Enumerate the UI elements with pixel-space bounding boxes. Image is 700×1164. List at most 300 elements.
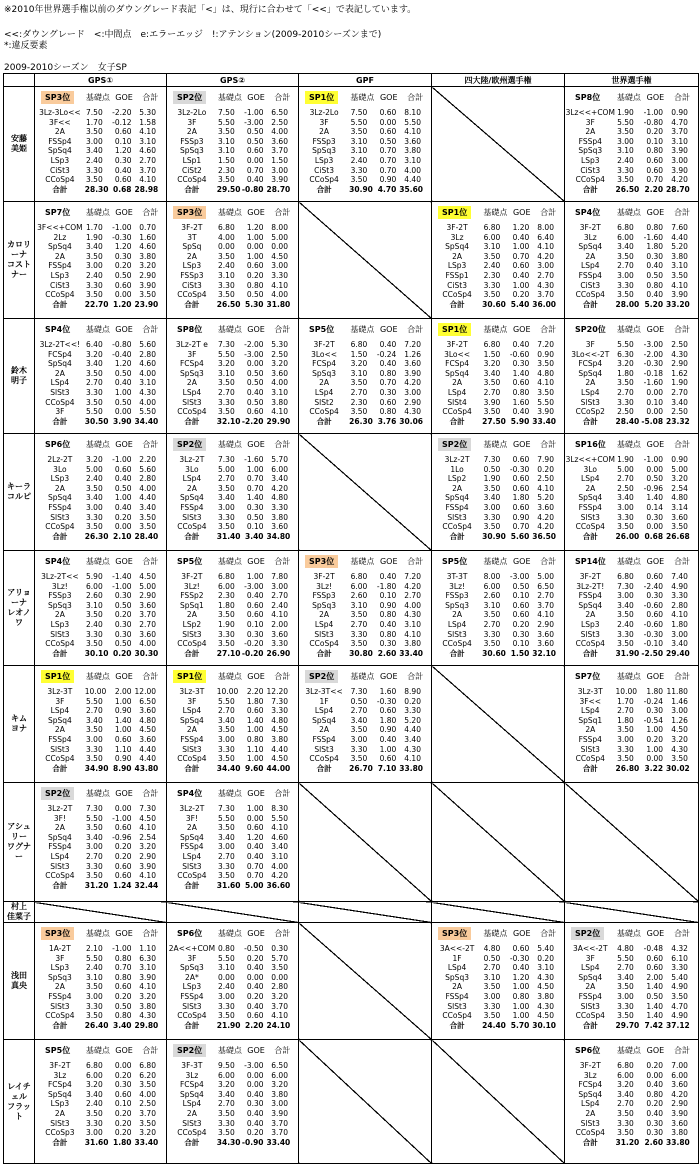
element-line: 3Lz-2Lo 7.50 -1.00 6.50 <box>177 108 288 117</box>
col-label-base: 基礎点 <box>217 325 242 334</box>
element-line: FCSp4 3.20 0.30 3.50 <box>445 359 554 369</box>
element-line: LSp4 2.70 0.40 3.10 <box>50 378 156 388</box>
placement-badge: SP2位 <box>173 1044 206 1057</box>
result-cell <box>432 434 565 551</box>
element-line: FCSp4 3.20 0.30 3.50 <box>47 1080 156 1090</box>
element-line: SpSq4 1.80 -0.18 1.62 <box>578 368 688 378</box>
result-cell <box>167 1040 299 1164</box>
element-line: 2A 3.50 0.30 3.80 <box>54 251 156 261</box>
placement-badge: SP3位 <box>173 206 206 219</box>
element-line: SpSq3 3.10 0.90 4.00 <box>312 600 421 610</box>
element-line: 3F 5.50 0.80 6.30 <box>55 953 156 963</box>
skater-name: カロリーナ コストナー <box>4 202 35 319</box>
col-label-base: 基礎点 <box>483 440 508 449</box>
element-line: FSSp4 3.00 0.10 3.10 <box>48 136 156 146</box>
element-line: 3Lz-3T 10.00 1.80 11.80 <box>577 687 688 696</box>
total-line: 合計 30.50 3.90 34.40 <box>52 416 159 426</box>
col-label-goe: GOE <box>512 929 531 938</box>
element-line: 1F 0.50 -0.30 0.20 <box>452 953 554 963</box>
element-line: SpSq3 3.10 0.50 3.60 <box>47 600 156 610</box>
element-line: CCoSp4 3.50 0.90 4.40 <box>45 754 156 764</box>
element-line: 3F<< 1.70 -0.12 1.58 <box>49 117 156 127</box>
element-line: SlSt3 3.30 0.10 3.40 <box>580 397 688 407</box>
element-line: SpSq4 3.40 1.80 5.20 <box>445 493 554 503</box>
element-line: LSp4 2.70 0.60 3.30 <box>182 706 288 716</box>
skater-name: 村上 佳菜子 <box>4 902 35 923</box>
element-line: SlSt3 3.30 1.10 4.40 <box>182 744 288 754</box>
element-line: SlSt4 3.90 1.60 5.50 <box>447 397 554 407</box>
placement-badge: SP1位 <box>173 670 206 683</box>
placement-badge: SP1位 <box>41 670 74 683</box>
element-line: 2A 3.50 1.00 4.50 <box>186 251 288 261</box>
element-line: 2A 3.50 0.70 4.20 <box>186 483 288 493</box>
element-line: 1F 0.50 -0.30 0.20 <box>319 696 421 706</box>
element-line: LSp3 2.40 -0.60 1.80 <box>581 619 688 629</box>
col-label-base: 基礎点 <box>616 672 641 681</box>
element-line: FSSp2 2.30 0.40 2.70 <box>180 591 288 601</box>
col-label-base: 基礎点 <box>350 325 375 334</box>
element-line: FSSp3 2.60 0.30 2.90 <box>48 591 156 601</box>
element-line: 3F 5.50 -3.00 2.50 <box>585 340 688 349</box>
col-label-total: 合計 <box>142 789 159 798</box>
col-label-total: 合計 <box>674 440 690 449</box>
element-line: CiSt3 3.30 0.70 4.00 <box>314 165 421 175</box>
result-cell <box>35 319 167 434</box>
element-line: CCoSp4 3.50 0.30 3.80 <box>575 1128 688 1138</box>
col-label-base: 基礎点 <box>85 208 110 217</box>
result-cell <box>167 666 299 783</box>
total-line: 合計 30.60 1.50 32.10 <box>449 648 557 658</box>
element-line: 2A 3.50 0.60 4.10 <box>452 610 554 620</box>
column-header: 四大陸/欧州選手権 <box>432 74 565 87</box>
col-label-base: 基礎点 <box>483 557 508 566</box>
placement-badge: SP5位 <box>45 1046 71 1055</box>
result-cell <box>167 923 299 1040</box>
element-line: 3T 4.00 1.00 5.00 <box>187 232 288 242</box>
no-entry-cell <box>432 902 565 923</box>
placement-badge: SP2位 <box>173 438 206 451</box>
element-line: CCoSp4 3.50 0.00 3.50 <box>575 522 688 532</box>
total-line: 合計 24.40 5.70 30.10 <box>449 1020 557 1030</box>
result-cell <box>35 551 167 666</box>
no-entry-cell <box>432 1040 565 1164</box>
element-line: 2A<<+COM 0.80 -0.50 0.30 <box>168 944 288 953</box>
col-label-base: 基礎点 <box>85 672 110 681</box>
skater-name: 安藤 美姫 <box>4 87 35 202</box>
element-line: 2A 3.50 1.40 4.90 <box>585 982 688 992</box>
result-cell <box>35 783 167 902</box>
col-label-base: 基礎点 <box>616 208 641 217</box>
element-line: 2A 3.50 0.60 4.10 <box>452 378 554 388</box>
element-line: SpSq4 3.40 1.40 4.80 <box>578 493 688 503</box>
total-line: 合計 31.60 1.80 33.40 <box>52 1137 159 1147</box>
col-label-total: 合計 <box>407 557 424 566</box>
element-line: FSSp4 3.00 0.40 3.40 <box>180 842 288 852</box>
result-cell <box>299 319 432 434</box>
column-header: GPF <box>299 74 432 87</box>
element-line: SlSt3 3.30 0.30 3.60 <box>50 629 156 639</box>
result-cell <box>167 87 299 202</box>
col-label-total: 合計 <box>540 325 557 334</box>
element-line: FSSp1 2.30 0.40 2.70 <box>445 270 554 280</box>
element-line: FSSp4 3.00 0.40 3.40 <box>312 734 421 744</box>
total-line: 合計 34.90 8.90 43.80 <box>52 763 159 773</box>
col-label-goe: GOE <box>115 440 133 449</box>
element-line: LSp4 2.70 0.80 3.50 <box>447 387 554 397</box>
element-line: SlSt3 3.30 0.50 3.80 <box>182 512 288 522</box>
element-line: CCoSp4 3.50 0.00 3.50 <box>575 754 688 764</box>
element-line: 3F-2T 6.80 1.00 7.80 <box>181 572 288 581</box>
element-line: 3Lz-2T 7.30 0.00 7.30 <box>47 804 156 813</box>
element-line: 3F-3T 9.50 -3.00 6.50 <box>181 1061 288 1070</box>
element-line: 3Lz-2T e 7.30 -2.00 5.30 <box>175 340 288 349</box>
no-entry-cell <box>299 783 432 902</box>
col-label-base: 基礎点 <box>217 789 242 798</box>
result-cell <box>35 87 167 202</box>
element-line: FCSp4 3.20 0.00 3.20 <box>179 1080 288 1090</box>
col-label-goe: GOE <box>646 557 665 566</box>
element-line: CCoSp4 3.50 0.80 4.30 <box>45 1011 156 1021</box>
element-line: 3Lz! 6.00 -1.80 4.20 <box>316 581 421 591</box>
skater-name: キム ヨナ <box>4 666 35 783</box>
col-label-goe: GOE <box>646 325 665 334</box>
element-line: FCSp4 3.20 0.40 3.60 <box>312 359 421 369</box>
total-line: 合計 32.10 -2.20 29.90 <box>184 416 291 426</box>
element-line: 2Lz-2T 3.20 -1.00 2.20 <box>47 455 156 464</box>
element-line: 3Lo 5.00 1.00 6.00 <box>185 464 288 474</box>
placement-badge: SP1位 <box>438 323 471 336</box>
col-label-total: 合計 <box>274 93 291 102</box>
element-line: 2A 3.50 0.60 4.10 <box>186 823 288 833</box>
placement-badge: SP5位 <box>309 325 335 334</box>
col-label-total: 合計 <box>674 325 690 334</box>
element-line: LSp4 2.70 0.40 3.10 <box>182 851 288 861</box>
element-line: SpSq4 3.40 2.00 5.40 <box>578 972 688 982</box>
total-line: 合計 26.50 5.30 31.80 <box>184 299 291 309</box>
col-label-total: 合計 <box>674 208 690 217</box>
element-line: CCoSp4 3.50 0.70 4.20 <box>442 522 554 532</box>
skater-name: 浅田 真央 <box>4 923 35 1040</box>
total-line: 合計 31.40 3.40 34.80 <box>184 531 291 541</box>
col-label-total: 合計 <box>674 93 690 102</box>
result-cell <box>35 434 167 551</box>
element-line: 3Lz! 6.00 -1.00 5.00 <box>51 581 156 591</box>
total-line: 合計 26.80 3.22 30.02 <box>582 763 690 773</box>
col-label-goe: GOE <box>646 440 665 449</box>
col-label-total: 合計 <box>274 557 291 566</box>
element-line: CiSt2 2.30 0.70 3.00 <box>181 165 288 175</box>
result-cell <box>299 666 432 783</box>
placement-badge: SP4位 <box>45 325 71 334</box>
col-label-goe: GOE <box>115 1046 133 1055</box>
element-line: FSSp3 2.60 0.10 2.70 <box>312 591 421 601</box>
element-line: 2A 3.50 0.50 4.00 <box>54 368 156 378</box>
col-label-base: 基礎点 <box>483 208 508 217</box>
col-label-base: 基礎点 <box>85 929 110 938</box>
element-line: 3F 5.50 0.00 5.50 <box>55 407 156 417</box>
col-label-total: 合計 <box>674 557 690 566</box>
element-line: SpSq4 3.40 0.80 4.20 <box>578 1089 688 1099</box>
col-label-total: 合計 <box>674 929 690 938</box>
placement-badge: SP4位 <box>575 208 601 217</box>
element-line: 3Lz 6.00 0.20 6.20 <box>53 1070 156 1080</box>
col-label-base: 基礎点 <box>350 672 375 681</box>
col-label-base: 基礎点 <box>217 93 242 102</box>
element-line: CCoSp4 3.50 0.50 4.00 <box>45 639 156 649</box>
result-cell <box>167 202 299 319</box>
total-line: 合計 28.40 -5.08 23.32 <box>582 416 690 426</box>
element-line: 3F! 5.50 -1.00 4.50 <box>53 813 156 823</box>
element-line: 2A 3.50 0.60 4.10 <box>54 823 156 833</box>
column-header: GPS① <box>35 74 167 87</box>
col-label-base: 基礎点 <box>616 929 641 938</box>
element-line: 3Lz-3Lo<< 7.50 -2.20 5.30 <box>39 108 156 117</box>
note-1: ※2010年世界選手権以前のダウングレード表記「<」は、現行に合わせて「<<」で表記しています。 <box>4 5 417 15</box>
col-label-base: 基礎点 <box>217 208 242 217</box>
element-line: 3F<< 1.70 -0.24 1.46 <box>579 696 688 706</box>
no-entry-cell <box>432 666 565 783</box>
element-line: 3Lz-2T 7.30 -1.60 5.70 <box>179 455 288 464</box>
total-line: 合計 28.00 5.20 33.20 <box>582 299 690 309</box>
element-line: CCoSp4 3.50 0.80 4.30 <box>309 407 421 417</box>
col-label-base: 基礎点 <box>350 93 375 102</box>
element-line: 2A 3.50 0.60 4.10 <box>319 127 421 137</box>
no-entry-cell <box>432 783 565 902</box>
element-line: FSSp4 3.00 0.40 3.40 <box>48 502 156 512</box>
col-label-goe: GOE <box>512 325 531 334</box>
total-line: 合計 21.90 2.20 24.10 <box>184 1020 291 1030</box>
element-line: FSSp4 3.00 0.20 3.20 <box>48 842 156 852</box>
element-line: 2A 3.50 0.60 4.10 <box>186 610 288 620</box>
element-line: 2A 3.50 -1.60 1.90 <box>585 378 688 388</box>
element-line: 2A 3.50 0.70 4.20 <box>452 251 554 261</box>
element-line: SlSt3 3.30 0.20 3.50 <box>50 512 156 522</box>
placement-badge: SP8位 <box>177 325 203 334</box>
element-line: 3F 5.50 1.80 7.30 <box>187 696 288 706</box>
no-entry-cell <box>565 902 699 923</box>
no-entry-cell <box>35 902 167 923</box>
element-line: 2A 3.50 0.20 3.70 <box>54 610 156 620</box>
element-line: 3F 5.50 1.00 6.50 <box>55 696 156 706</box>
total-line: 合計 30.90 5.60 36.50 <box>449 531 557 541</box>
element-line: 3F 5.50 -3.00 2.50 <box>187 349 288 359</box>
element-line: SpSq3 3.10 1.20 4.30 <box>445 972 554 982</box>
result-cell <box>432 319 565 434</box>
element-line: SpSq3 3.10 0.70 3.80 <box>312 146 421 156</box>
element-line: CCoSp4 3.50 0.50 4.00 <box>177 290 288 300</box>
col-label-base: 基礎点 <box>85 1046 110 1055</box>
element-line: CCoSp4 3.50 0.60 4.10 <box>177 1011 288 1021</box>
placement-badge: SP2位 <box>41 787 74 800</box>
col-label-goe: GOE <box>247 325 265 334</box>
skater-name: キーラ コルピ <box>4 434 35 551</box>
col-label-total: 合計 <box>142 672 159 681</box>
element-line: 3Lo<< 1.50 -0.60 0.90 <box>444 349 554 359</box>
element-line: CCoSp4 3.50 0.10 3.60 <box>442 639 554 649</box>
col-label-goe: GOE <box>115 789 133 798</box>
col-label-total: 合計 <box>142 929 159 938</box>
element-line: LSp4 2.70 0.30 3.00 <box>182 1099 288 1109</box>
element-line: LSp2 1.90 0.10 2.00 <box>182 619 288 629</box>
element-line: 3Lz-2Lo 7.50 0.60 8.10 <box>309 108 421 117</box>
result-cell <box>565 666 699 783</box>
element-line: FSSp4 3.00 0.20 3.20 <box>578 734 688 744</box>
element-line: 3Lz-2T 7.30 1.00 8.30 <box>179 804 288 813</box>
element-line: SpSq4 3.40 0.60 4.00 <box>47 1089 156 1099</box>
placement-badge: SP2位 <box>173 91 206 104</box>
element-line: 2A 3.50 0.70 4.20 <box>319 378 421 388</box>
element-line: FSSp3 3.10 0.20 3.30 <box>180 270 288 280</box>
no-entry-cell <box>299 202 432 319</box>
no-entry-cell <box>167 902 299 923</box>
col-label-total: 合計 <box>274 208 291 217</box>
element-line: CCoSp3 3.00 0.20 3.20 <box>45 1128 156 1138</box>
element-line: FSSp3 3.10 0.50 3.60 <box>312 136 421 146</box>
element-line: SlSt3 3.30 0.30 3.60 <box>580 512 688 522</box>
placement-badge: SP5位 <box>177 557 203 566</box>
element-line: FSSp4 3.00 0.60 3.60 <box>48 734 156 744</box>
col-label-goe: GOE <box>646 93 665 102</box>
element-line: 2A 3.50 0.90 4.40 <box>319 725 421 735</box>
element-line: LSp4 2.70 0.60 3.30 <box>581 963 688 973</box>
skater-name: アリョーナ レオノワ <box>4 551 35 666</box>
column-header: GPS② <box>167 74 299 87</box>
element-line: LSp4 2.70 0.60 3.30 <box>314 706 421 716</box>
element-line: 3Lz 6.00 -1.60 4.40 <box>583 232 688 242</box>
placement-badge: SP3位 <box>41 91 74 104</box>
col-label-total: 合計 <box>274 789 291 798</box>
col-label-total: 合計 <box>142 325 159 334</box>
element-line: 2A 3.50 0.80 4.30 <box>319 610 421 620</box>
result-cell <box>35 1040 167 1164</box>
placement-badge: SP7位 <box>575 672 601 681</box>
element-line: SlSt3 3.30 0.40 3.70 <box>182 1118 288 1128</box>
element-line: 2A 3.50 0.60 4.10 <box>585 610 688 620</box>
element-line: LSp3 2.40 0.60 3.00 <box>581 155 688 165</box>
element-line: 3Lz-3T<< 7.30 1.60 8.90 <box>305 687 421 696</box>
element-line: 2A 3.50 1.00 4.50 <box>54 725 156 735</box>
element-line: 3F-2T 6.80 0.80 7.60 <box>579 223 688 232</box>
element-line: 2A 3.50 0.20 3.70 <box>585 127 688 137</box>
placement-badge: SP7位 <box>45 208 71 217</box>
placement-badge: SP1位 <box>438 206 471 219</box>
total-line: 合計 26.50 2.20 28.70 <box>582 184 690 194</box>
element-line: SpSq4 3.40 0.40 3.80 <box>179 1089 288 1099</box>
total-line: 合計 29.50 -0.80 28.70 <box>184 184 291 194</box>
col-label-goe: GOE <box>512 557 531 566</box>
element-line: CCoSp4 3.50 0.60 4.10 <box>177 407 288 417</box>
element-line: SlSt3 3.30 1.00 4.30 <box>580 744 688 754</box>
col-label-goe: GOE <box>512 208 531 217</box>
col-label-total: 合計 <box>540 208 557 217</box>
element-line: 2A 3.50 0.60 4.10 <box>452 483 554 493</box>
col-label-goe: GOE <box>247 789 265 798</box>
element-line: SpSq4 3.40 1.40 4.80 <box>445 368 554 378</box>
placement-badge: SP5位 <box>442 557 468 566</box>
element-line: 2A 3.50 0.60 4.10 <box>54 982 156 992</box>
element-line: 3F-2T 6.80 0.40 7.20 <box>446 340 554 349</box>
total-line: 合計 34.40 9.60 44.00 <box>184 763 291 773</box>
corner-cell <box>4 74 35 87</box>
element-line: 3Lz-2T<<! 6.40 -0.80 5.60 <box>39 340 156 349</box>
element-line: 2A 2.50 -0.96 2.54 <box>585 483 688 493</box>
element-line: LSp4 2.70 0.40 3.10 <box>581 261 688 271</box>
element-line: LSp4 2.70 0.40 3.10 <box>314 619 421 629</box>
element-line: CiSt3 3.30 1.00 4.30 <box>447 280 554 290</box>
placement-badge: SP16位 <box>575 440 606 449</box>
no-entry-cell <box>565 783 699 902</box>
element-line: 1A-2T 2.10 -1.00 1.10 <box>48 944 156 953</box>
total-line: 合計 30.90 4.70 35.60 <box>316 184 424 194</box>
element-line: 2A 3.50 0.50 4.00 <box>186 127 288 137</box>
result-cell <box>565 202 699 319</box>
col-label-base: 基礎点 <box>85 557 110 566</box>
element-line: CiSt3 3.30 0.40 3.70 <box>49 165 156 175</box>
total-line: 合計 30.80 2.60 33.40 <box>316 648 424 658</box>
element-line: 2A* 0.00 0.00 0.00 <box>185 972 288 982</box>
element-line: 3F-2T 6.80 0.00 6.80 <box>49 1061 156 1070</box>
col-label-goe: GOE <box>115 208 133 217</box>
placement-badge: SP14位 <box>575 557 606 566</box>
placement-badge: SP2位 <box>438 438 471 451</box>
placement-badge: SP4位 <box>45 557 71 566</box>
col-label-base: 基礎点 <box>483 325 508 334</box>
result-cell <box>35 202 167 319</box>
placement-badge: SP1位 <box>305 91 338 104</box>
element-line: 3F 5.50 0.20 5.70 <box>187 953 288 963</box>
element-line: SlSt3 3.30 0.40 3.70 <box>182 1001 288 1011</box>
element-line: SpSq4 3.40 1.40 4.80 <box>179 493 288 503</box>
col-label-goe: GOE <box>115 672 133 681</box>
element-line: CiSt3 3.30 0.60 3.90 <box>580 165 688 175</box>
element-line: 3Lz! 6.00 -3.00 3.00 <box>183 581 288 591</box>
col-label-goe: GOE <box>115 325 133 334</box>
element-line: 3Lo 5.00 0.60 5.60 <box>53 464 156 474</box>
col-label-goe: GOE <box>247 929 265 938</box>
element-line: SpSq4 3.40 1.00 4.40 <box>47 493 156 503</box>
element-line: CCoSp4 3.50 0.40 3.90 <box>442 407 554 417</box>
element-line: 3F! 5.50 0.00 5.50 <box>185 813 288 823</box>
result-cell <box>167 319 299 434</box>
col-label-total: 合計 <box>407 325 424 334</box>
element-line: FSSp4 3.00 0.30 3.30 <box>180 502 288 512</box>
col-label-total: 合計 <box>142 208 159 217</box>
element-line: 3F<<+COM 1.70 -1.00 0.70 <box>37 223 156 232</box>
placement-badge: SP3位 <box>438 927 471 940</box>
col-label-goe: GOE <box>646 1046 665 1055</box>
element-line: CCoSp4 3.50 0.70 4.20 <box>575 175 688 185</box>
element-line: CCoSp4 3.50 0.60 4.10 <box>309 754 421 764</box>
element-line: 3Lo<< 1.50 -0.24 1.26 <box>311 349 421 359</box>
total-line: 合計 26.00 0.68 26.68 <box>582 531 690 541</box>
element-line: CCoSp4 3.50 0.60 4.10 <box>45 871 156 881</box>
col-label-base: 基礎点 <box>85 325 110 334</box>
element-line: SlSt3 3.30 1.00 4.30 <box>50 387 156 397</box>
element-line: LSp3 2.40 0.40 2.80 <box>182 982 288 992</box>
col-label-total: 合計 <box>674 1046 690 1055</box>
col-label-base: 基礎点 <box>85 440 110 449</box>
element-line: SlSt3 3.30 0.20 3.50 <box>50 1118 156 1128</box>
element-line: SpSq4 3.40 -0.60 2.80 <box>578 600 688 610</box>
col-label-base: 基礎点 <box>616 557 641 566</box>
element-line: CiSt3 3.30 0.80 4.10 <box>181 280 288 290</box>
element-line: 3Lz-3T 10.00 2.00 12.00 <box>47 687 157 696</box>
total-line: 合計 30.60 5.40 36.00 <box>449 299 557 309</box>
element-line: CCoSp4 3.50 0.30 3.80 <box>309 639 421 649</box>
element-line: SpSq4 3.40 -0.96 2.54 <box>47 832 156 842</box>
element-line: LSp3 2.40 0.70 3.10 <box>314 155 421 165</box>
col-label-goe: GOE <box>247 208 265 217</box>
